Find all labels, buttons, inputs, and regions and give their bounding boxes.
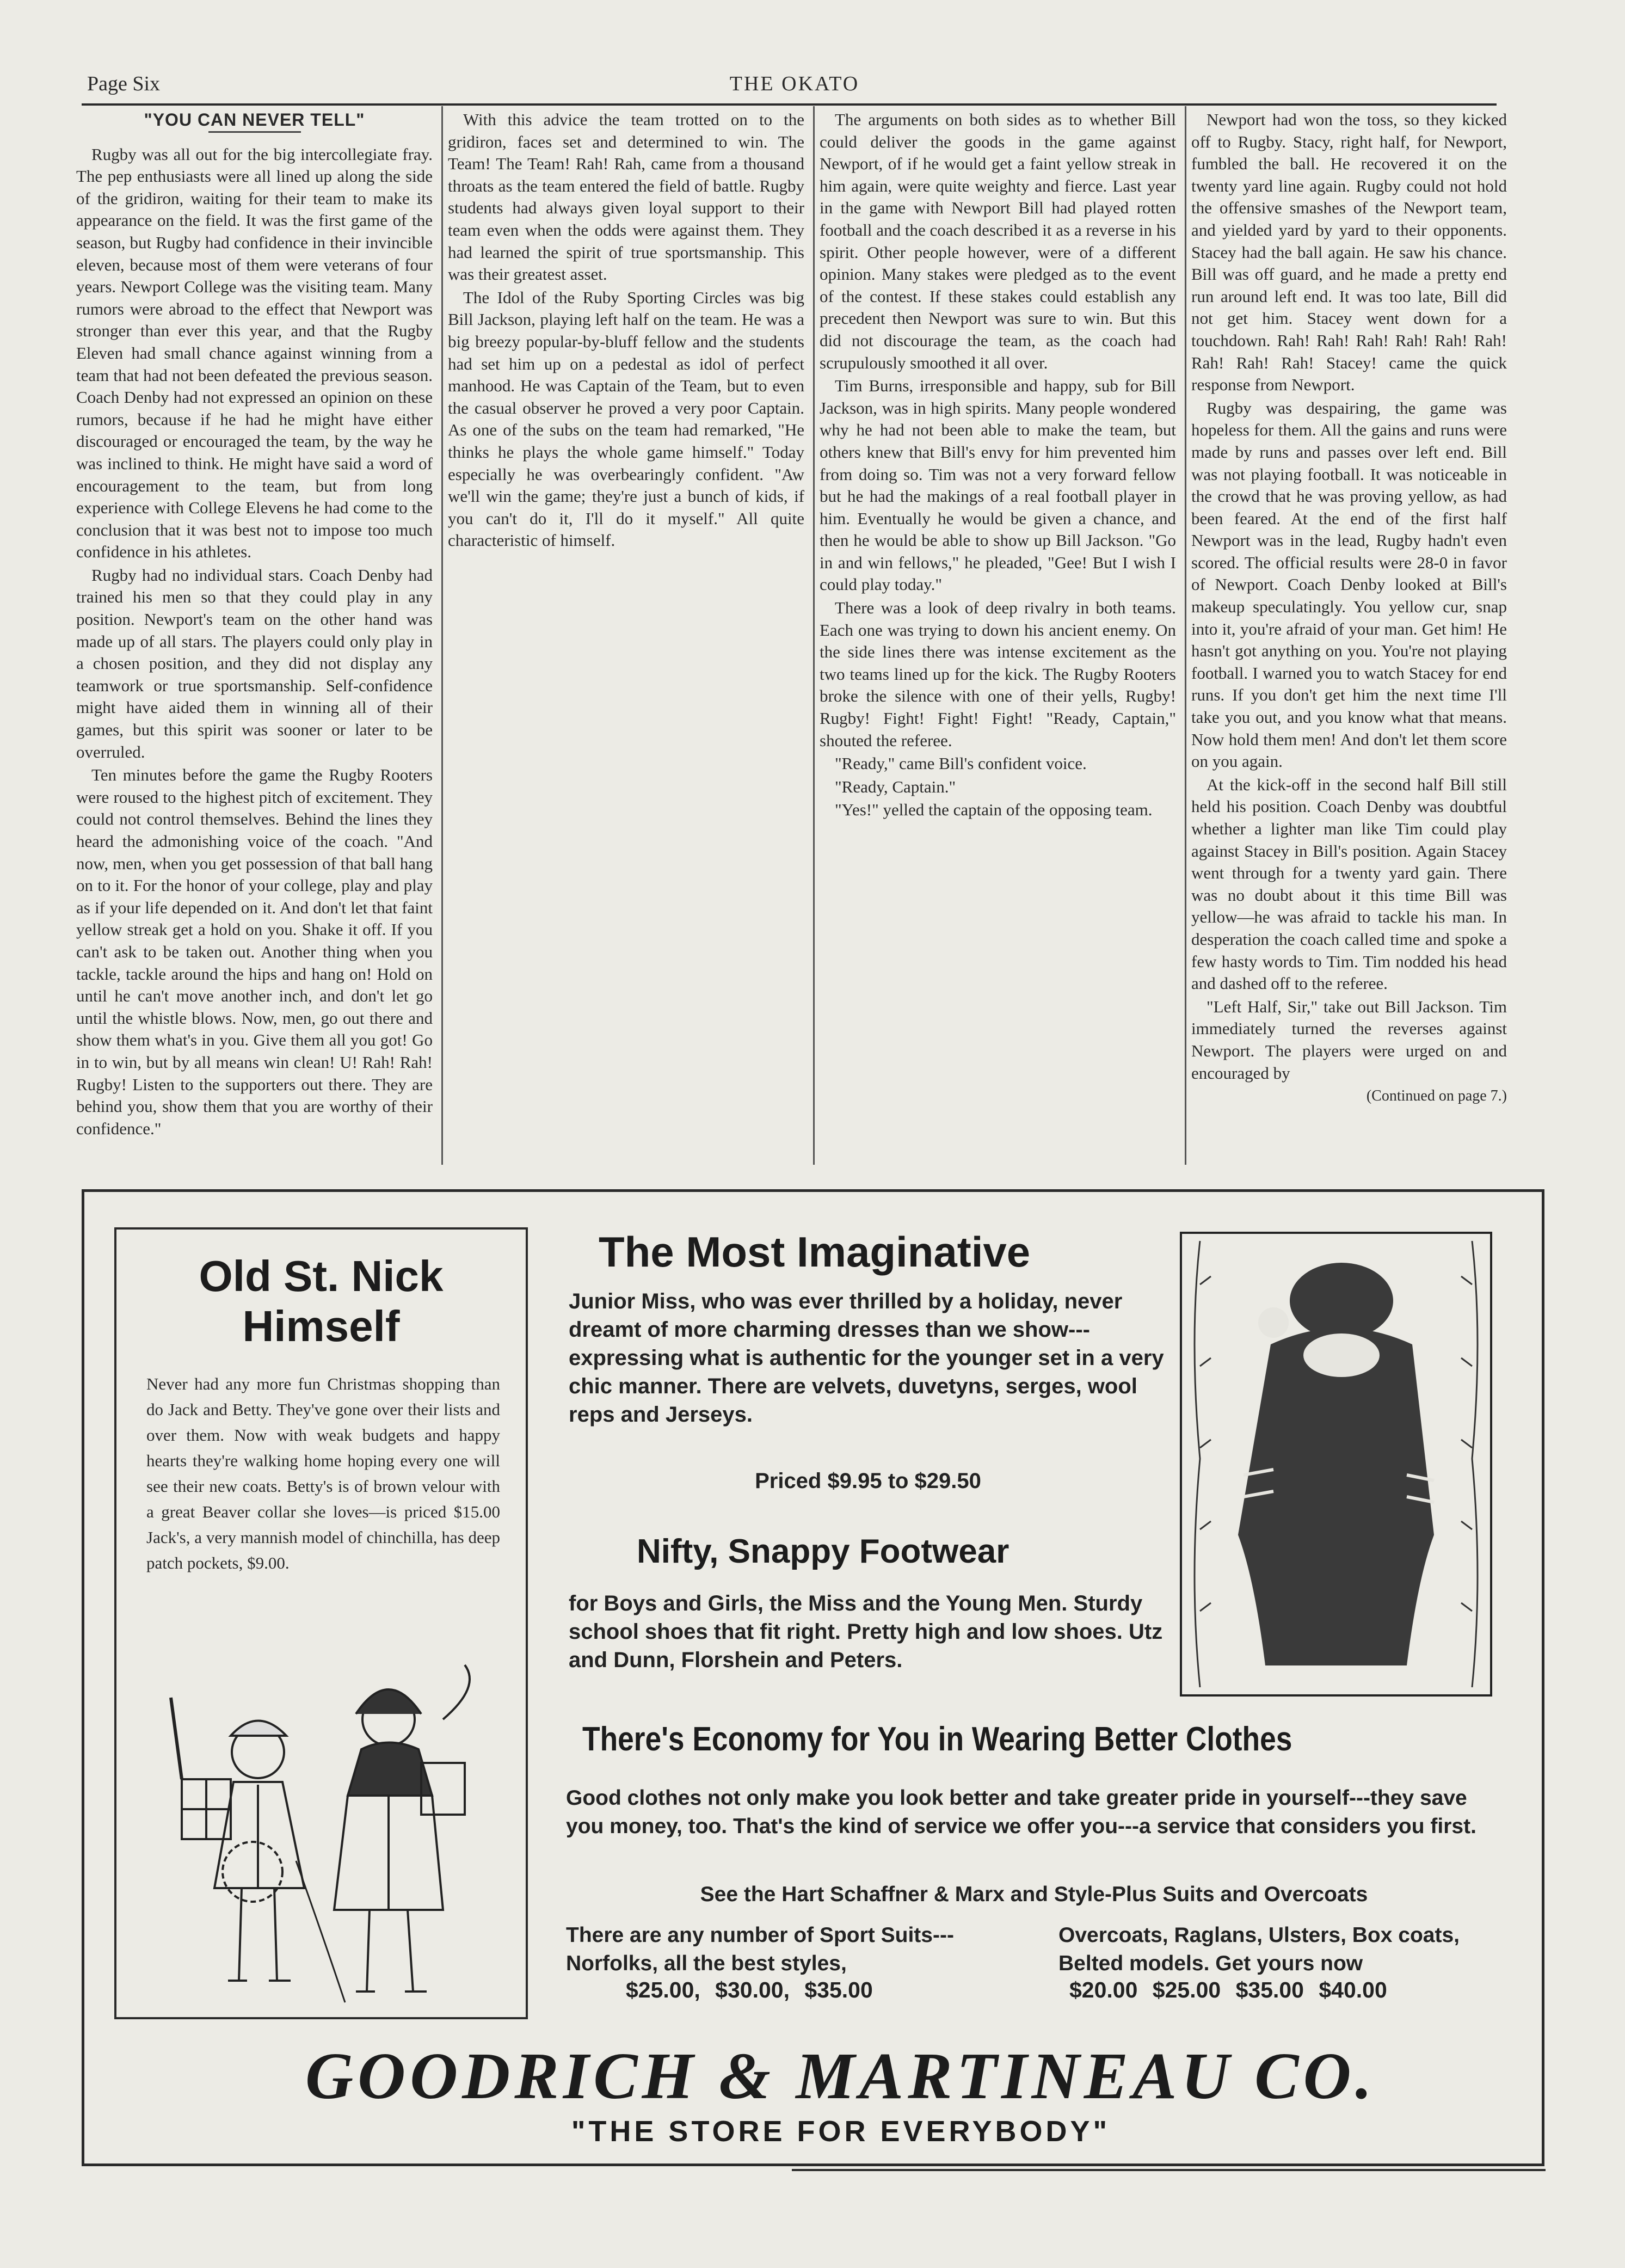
masthead: THE OKATO (729, 72, 860, 95)
article-paragraph: With this advice the team trotted on to the gridiron, faces set and determined to win. The Team! The Team! Rah! Rah, came from a thousand throats as the team entered the field of battle. Rugby students had always given loyal support to their team even when the odds were against them. They had learned the spirit of true sportsmanship. This was their greatest asset. (448, 110, 804, 284)
sport-suits-text: There are any number of Sport Suits---Norfolks, all the best styles, (566, 1923, 954, 1975)
column-divider (813, 106, 815, 1165)
st-nick-title (116, 1251, 526, 1351)
article-paragraph: Newport had won the toss, so they kicked off to Rugby. Stacy, right half, for Newport, fumbled the ball. He recovered it on the twenty yard line again. Rugby could not hold the offensive smashes of the Newport team, and yielded yard by yard to their opponents. Stacey had the ball again. He saw his chance. Bill was off guard, and he made a pretty end run around left end. It was too late, Bill did not get him. Stacey went down for a touchdown. Rah! Rah! Rah! Rah! Rah! Rah! Rah! Rah! Rah! Stacey! came the quick response from Newport. (1191, 110, 1507, 395)
page-header (82, 65, 1507, 98)
imaginative-body: Junior Miss, who was ever thrilled by a holiday, never dreamt of more charming dresses than we show---expressing what is authentic for the younger set in a very chic manner. There are velvets, duvetyns, serges, wool reps and Jerseys. (569, 1289, 1164, 1427)
article-paragraph: The arguments on both sides as to whether Bill could deliver the goods in the game against Newport, of if he would get a faint yellow streak in him again, were quite weighty and fierce. Last year in the game with Newport Bill had played rotten football and the coach described it as a reverse in his spirit. Other people however, were of a different opinion. Many stakes were pledged as to the event of the contest. If these stakes could establish any precedent then Newport was sure to win. But this did not discourage the team, as the coach had scrupulously smoothed it all over. (820, 110, 1176, 372)
store-slogan: "THE STORE FOR EVERYBODY" (571, 2115, 1111, 2148)
column-1 (76, 109, 433, 1165)
footwear-body: for Boys and Girls, the Miss and the Young Men. Sturdy school shoes that fit right. Pretty high and low shoes. Utz and Dunn, Florshein and Peters. (569, 1591, 1163, 1672)
column-2 (448, 109, 804, 1165)
article-paragraph: Rugby was despairing, the game was hopeless for them. All the gains and runs were made by runs and passes over left end. Bill was not playing football. It was noticeable in the crowd that he was proving yellow, as had been feared. At the end of the first half Newport was in the lead, Rugby hadn't even scored. The official results were 28-0 in favor of Newport. Coach Denby looked at Bill's makeup speculatingly. You yellow cur, snap into it, you're afraid of your man. Get him! He hasn't got anything on you. You're not playing football. I warned you to watch Stacey for end runs. If you don't get him the next time I'll take you out, and you know what that means. Now hold them men! And don't let them score on you again. (1191, 398, 1507, 771)
footwear-heading: Nifty, Snappy Footwear (637, 1533, 1010, 1570)
st-nick-title-line2: Himself (242, 1302, 400, 1350)
continued-note: (Continued on page 7.) (1366, 1087, 1507, 1105)
column-divider (1185, 106, 1186, 1165)
bottom-rule (792, 2169, 1546, 2171)
header-rule (82, 103, 1497, 106)
overcoats-prices: $20.00 $25.00 $35.00 $40.00 (1069, 1977, 1387, 2002)
article-paragraph: Rugby was all out for the big intercollegiate fray. The pep enthusiasts were all lined up along the side of the gridiron, waiting for their team to make its appearance on the field. It was the first game of the season, but Rugby had confidence in their invincible eleven, because most of them were veterans of four years. Newport College was the visiting team. Many rumors were abroad to the effect that Newport was stronger than ever this year, and that the Rugby Eleven had small chance against winning from a team that had not been defeated the previous season. Coach Denby had not expressed an opinion on these rumors, because if he had he might have either discouraged or encouraged the team, by the way he was inclined to think. He might have said a word of encouragement to the team, but from long experience with College Elevens he had come to the conclusion that it was best not to impose too much confidence in his athletes. (76, 144, 433, 562)
article-paragraph: The Idol of the Ruby Sporting Circles was big Bill Jackson, playing left half on the team. He was a big breezy popular-by-bluff fellow and the students had set him up on a pedestal as idol of perfect manhood. He was Captain of the Team, but to even the casual observer he proved a very poor Captain. As one of the subs on the team had remarked, "He thinks he plays the whole game himself." Today especially he was overbearingly confident. "Aw we'll win the game; they're just a bunch of kids, if you can't do it, I'll do it myself." All quite characteristic of himself. (448, 287, 804, 550)
st-nick-title-line1: Old St. Nick (199, 1252, 444, 1300)
title-rule (208, 131, 301, 133)
st-nick-body: Never had any more fun Christmas shopping than do Jack and Betty. They've gone over their lists and over them. Now with weak budgets and happy hearts they're walking home hoping every one will see their new coats. Betty's is of brown velour with a great Beaver collar she loves—is priced $15.00 Jack's, a very mannish model of chinchilla, has deep patch pockets, $9.00. (146, 1374, 500, 1572)
article-paragraph: Rugby had no individual stars. Coach Denby had trained his men so that they could play in any position. Newport's team on the other hand was made up of all stars. The players could only play in a chosen position, and they did not display any teamwork or true sportsmanship. Self-confidence might have aided them in winning all of their games, but this spirit was sooner or later to be overruled. (76, 565, 433, 761)
column-divider (441, 106, 443, 1165)
column-3 (820, 109, 1176, 1165)
store-name: GOODRICH & MARTINEAU CO. (305, 2039, 1377, 2113)
sport-suits-prices: $25.00, $30.00, $35.00 (626, 1977, 873, 2002)
children-illustration (160, 1654, 487, 2008)
imaginative-heading: The Most Imaginative (599, 1228, 1031, 1276)
article-paragraph: "Left Half, Sir," take out Bill Jackson. Tim immediately turned the reverses against Newport. The players were urged on and encouraged by (1191, 997, 1507, 1083)
coat-illustration (1178, 1230, 1494, 1698)
article-paragraph: There was a look of deep rivalry in both teams. Each one was trying to down his ancient enemy. On the side lines there was intense excitement as the two teams lined up for the kick. The Rugby Rooters broke the silence with one of their yells, Rugby! Rugby! Fight! Fight! Fight! "Ready, Captain," shouted the referee. (820, 598, 1176, 750)
page-number: Page Six (87, 72, 161, 95)
article-paragraph: Tim Burns, irresponsible and happy, sub for Bill Jackson, was in high spirits. Many people wondered why he had not been able to make the team, but others knew that Bill's envy for him prevented him from doing so. Tim was not a very forward fellow but he had the makings of a real football player in him. Eventually he would be given a chance, and then he would be able to show up Bill Jackson. "Go in and win fellows," he pleaded, "Gee! But I wish I could play today." (820, 376, 1176, 594)
economy-body: Good clothes not only make you look better and take greater pride in yourself---they save you money, too. That's the kind of service we offer you---a service that considers you first. (566, 1786, 1476, 1838)
article-paragraph: Ten minutes before the game the Rugby Rooters were roused to the highest pitch of excitement. They could not control themselves. Behind the lines they heard the admonishing voice of the coach. "And now, men, when you get possession of that ball hang on to it. For the honor of your college, play and play as if your life depended on it. And don't let that faint yellow streak get a hold on you. Shake it off. If you can't ask to be taken out. Another thing when you tackle, tackle around the hips and hang on! Hold on until he can't move another inch, and don't let go until the whistle blows. Now, men, go out there and show them what's in you. Give them all you got! Go in to win, but by all means win clean! U! Rah! Rah! Rugby! Listen to the supporters out there. They are behind you, show them that you are worthy of their confidence." (76, 765, 433, 1138)
article-paragraph: At the kick-off in the second half Bill still held his position. Coach Denby was doubtful whether a lighter man like Tim could play against Stacey in Bill's position. Again Stacey went through for a twenty yard gain. There was no doubt about it this time Bill was yellow—he was afraid to tackle his man. In desperation the coach called time and spoke a few hasty words to Tim. Tim nodded his head and dashed off to the referee. (1191, 775, 1507, 993)
st-nick-box (114, 1227, 528, 2019)
article-columns (76, 109, 1507, 1165)
overcoats-text: Overcoats, Raglans, Ulsters, Box coats, Belted models. Get yours now (1058, 1923, 1460, 1975)
article-title: "YOU CAN NEVER TELL" (144, 110, 365, 130)
article-paragraph: "Yes!" yelled the captain of the opposing team. (835, 800, 1153, 820)
column-4 (1191, 109, 1507, 1165)
imaginative-price: Priced $9.95 to $29.50 (755, 1469, 981, 1493)
economy-heading: There's Economy for You in Wearing Better Clothes (582, 1720, 1292, 1758)
article-paragraph: "Ready," came Bill's confident voice. (835, 754, 1087, 773)
article-paragraph: "Ready, Captain." (835, 777, 956, 796)
economy-see-line: See the Hart Schaffner & Marx and Style-Plus Suits and Overcoats (700, 1883, 1368, 1906)
